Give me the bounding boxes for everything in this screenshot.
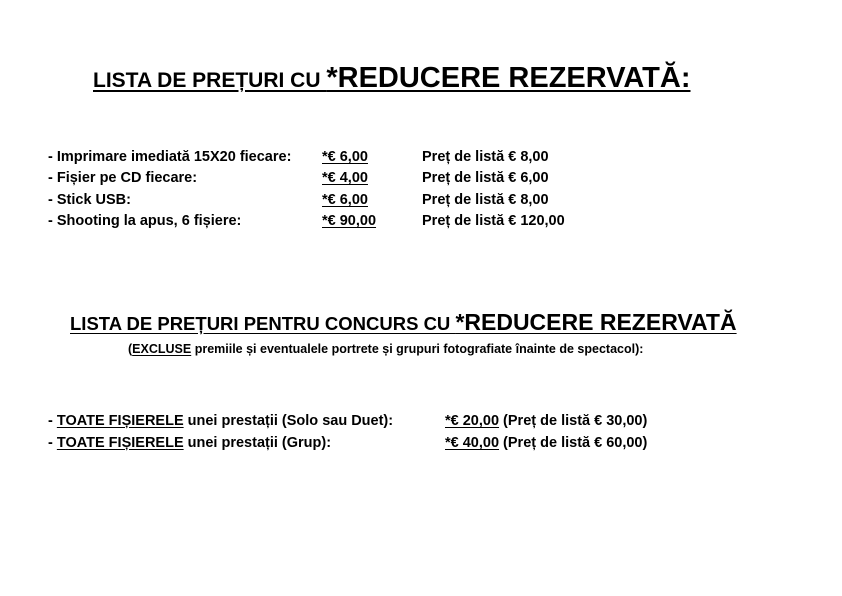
list-price: Preț de listă € 120,00	[422, 213, 565, 229]
contest-item-dash: -	[48, 413, 57, 429]
list-price: Preț de listă € 6,00	[422, 170, 549, 186]
exclusions-text: premiile și eventualele portrete și grupuri fotografiate înainte de spectacol):	[191, 342, 644, 356]
all-files-keyword: TOATE FIȘIERELE	[56, 435, 184, 451]
price-item-label: - Imprimare imediată 15X20 fiecare:	[48, 149, 292, 165]
contest-item-dash: -	[48, 435, 57, 451]
all-files-keyword: TOATE FIȘIERELE	[56, 413, 184, 429]
list-price: (Preț de listă € 30,00)	[499, 413, 648, 429]
contest-item-label	[48, 432, 331, 454]
discount-price: *€ 40,00	[445, 435, 500, 451]
list-price: (Preț de listă € 60,00)	[499, 435, 648, 451]
contest-title-highlight: *REDUCERE REZERVATĂ	[455, 309, 737, 335]
exclusions-open-paren: (	[128, 342, 133, 356]
discount-price: *€ 20,00	[445, 413, 500, 429]
contest-exclusions-note	[128, 339, 643, 359]
price-list-title-highlight: *REDUCERE REZERVATĂ:	[326, 62, 691, 94]
price-item-label: - Fișier pe CD fiecare:	[48, 170, 198, 186]
list-price: Preț de listă € 8,00	[422, 192, 549, 208]
contest-item-label	[48, 410, 393, 432]
price-list-title-prefix: LISTA DE PREȚURI CU	[93, 69, 327, 92]
contest-title-prefix: LISTA DE PREȚURI PENTRU CONCURS CU	[70, 313, 456, 334]
list-price: Preț de listă € 8,00	[422, 149, 549, 165]
discount-price: *€ 4,00	[322, 170, 368, 186]
contest-item-text: unei prestații (Solo sau Duet):	[183, 413, 394, 429]
contest-item-text: unei prestații (Grup):	[183, 435, 332, 451]
price-list-title	[93, 60, 691, 99]
discount-price: *€ 6,00	[322, 149, 368, 165]
discount-price: *€ 6,00	[322, 192, 368, 208]
price-item-label: - Shooting la apus, 6 fișiere:	[48, 213, 242, 229]
contest-price	[445, 432, 647, 454]
exclusions-keyword: EXCLUSE	[132, 342, 192, 356]
contest-price	[445, 410, 647, 432]
price-item-label: - Stick USB:	[48, 192, 131, 208]
contest-price-list-title	[70, 306, 737, 340]
discount-price: *€ 90,00	[322, 213, 377, 229]
